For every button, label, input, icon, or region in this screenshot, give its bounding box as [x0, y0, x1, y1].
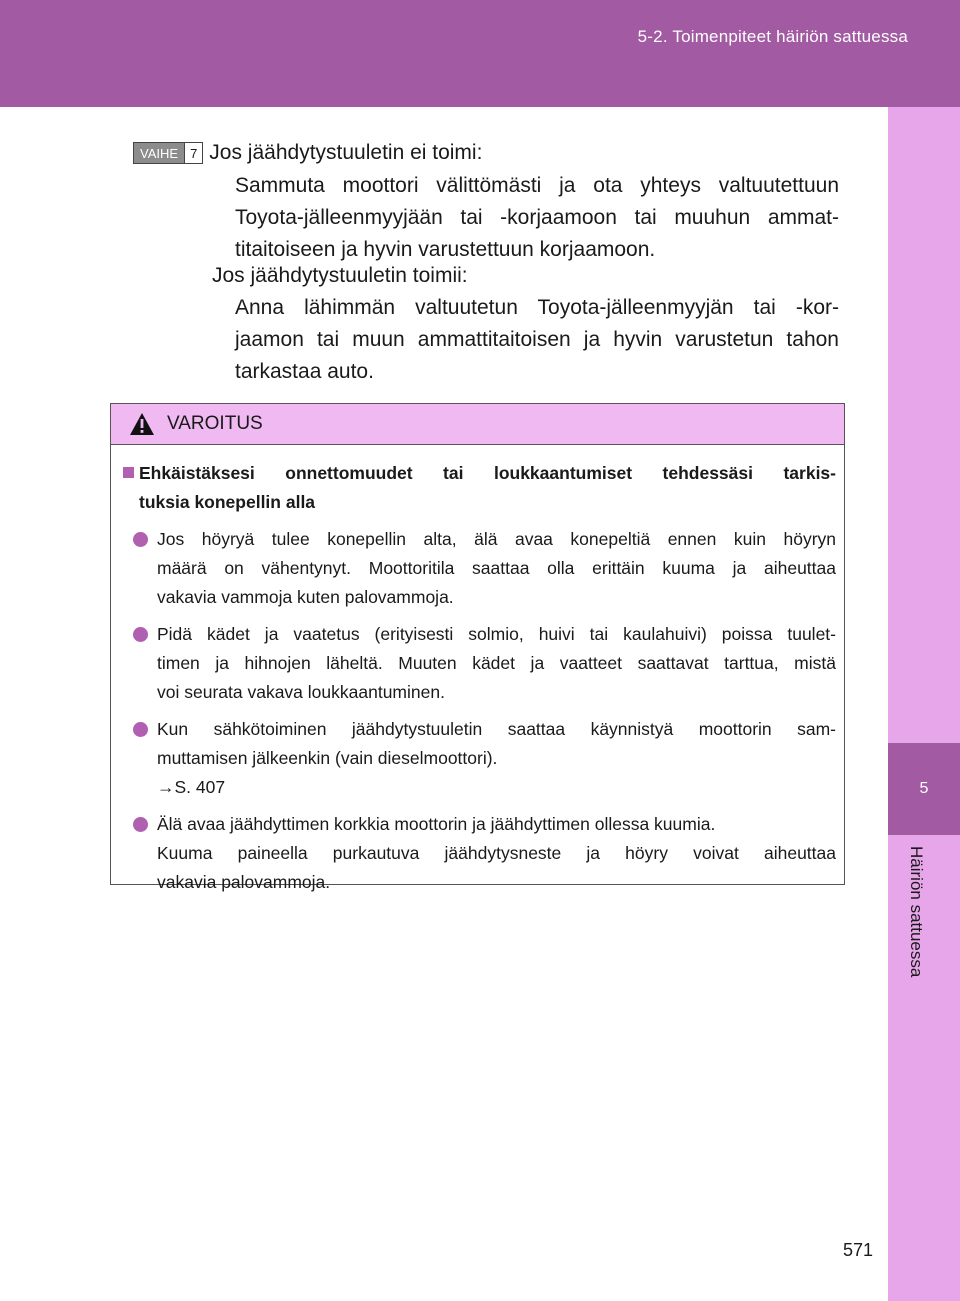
step-badge: [133, 142, 203, 164]
bullet-line: määrä on vähentynyt. Moottoritila saattaa olla erittäin kuuma ja aiheuttaa: [157, 558, 836, 578]
warning-title: VAROITUS: [167, 413, 263, 434]
bullet-line: Jos höyryä tulee konepellin alta, älä avaa konepeltiä ennen kuin höyryn: [157, 529, 836, 549]
instruction-1-line: Sammuta moottori välittömästi ja ota yhteys valtuutettuun: [235, 174, 839, 197]
bullet-line: Pidä kädet ja vaatetus (erityisesti solmio, huivi tai kaulahuivi) poissa tuulet-: [157, 624, 836, 644]
instruction-2-line: jaamon tai muun ammattitaitoisen ja hyvin varustetun tahon: [235, 328, 839, 351]
bullet-dot-icon: [133, 817, 148, 832]
bullet-line: timen ja hihnojen läheltä. Muuten kädet ja vaatteet saattavat tarttua, mistä: [157, 653, 836, 673]
warning-triangle-icon: [129, 412, 155, 436]
bullet-dot-icon: [133, 627, 148, 642]
arrow-right-icon: →: [157, 777, 175, 797]
step-line: [133, 139, 482, 167]
condition-1: Jos jäähdytystuuletin ei toimi:: [209, 141, 483, 164]
bullet-line: voi seurata vakava loukkaantuminen.: [157, 682, 445, 702]
bullet-line: Älä avaa jäähdyttimen korkkia moottorin ja jäähdyttimen ollessa kuumia.: [157, 814, 716, 834]
step-badge-number: 7: [184, 143, 202, 163]
instruction-2-line: Anna lähimmän valtuutetun Toyota-jälleenmyyjän tai -kor-: [235, 296, 839, 319]
bullet-dot-icon: [133, 532, 148, 547]
bullet-line: Kun sähkötoiminen jäähdytystuuletin saattaa käynnistyä moottorin sam-: [157, 719, 836, 739]
side-tab-upper: [888, 107, 960, 743]
section-title: 5-2. Toimenpiteet häiriön sattuessa: [637, 27, 908, 46]
warning-box: [110, 403, 845, 892]
warning-section-title-line: Ehkäistäksesi onnettomuudet tai loukkaantumiset tehdessäsi tarkis-: [139, 463, 836, 483]
page-number: 571: [843, 1240, 874, 1260]
bullet-line: vakavia vammoja kuten palovammoja.: [157, 587, 454, 607]
square-bullet-icon: [123, 467, 134, 478]
warning-body: [111, 445, 844, 897]
warning-bullet: [129, 525, 836, 612]
warning-section-title: [129, 459, 836, 517]
warning-section-title-line: tuksia konepellin alla: [139, 492, 316, 512]
warning-bullet: [129, 715, 836, 802]
instruction-1: [235, 170, 839, 266]
warning-bullet: [129, 620, 836, 707]
instruction-1-line: titaitoiseen ja hyvin varustettuun korjaamoon.: [235, 238, 656, 261]
bullet-line: muttamisen jälkeenkin (vain dieselmoottori).: [157, 748, 498, 768]
bullet-dot-icon: [133, 722, 148, 737]
instruction-1-line: Toyota-jälleenmyyjään tai -korjaamoon tai muuhun ammat-: [235, 206, 839, 229]
warning-bullet: [129, 810, 836, 897]
step-badge-label: VAIHE: [134, 143, 184, 163]
instruction-2-line: tarkastaa auto.: [235, 360, 374, 383]
page-header: [0, 0, 960, 107]
page-reference-text: S. 407: [174, 777, 226, 797]
warning-header: [111, 404, 844, 445]
bullet-line: vakavia palovammoja.: [157, 872, 331, 892]
chapter-label: Häiriön sattuessa: [907, 846, 926, 978]
condition-2: Jos jäähdytystuuletin toimii:: [212, 264, 468, 287]
instruction-2: [235, 292, 839, 388]
chapter-number: 5: [888, 743, 960, 835]
bullet-line: Kuuma paineella purkautuva jäähdytysneste ja höyry voivat aiheuttaa: [157, 843, 836, 863]
page-reference: [157, 773, 836, 802]
